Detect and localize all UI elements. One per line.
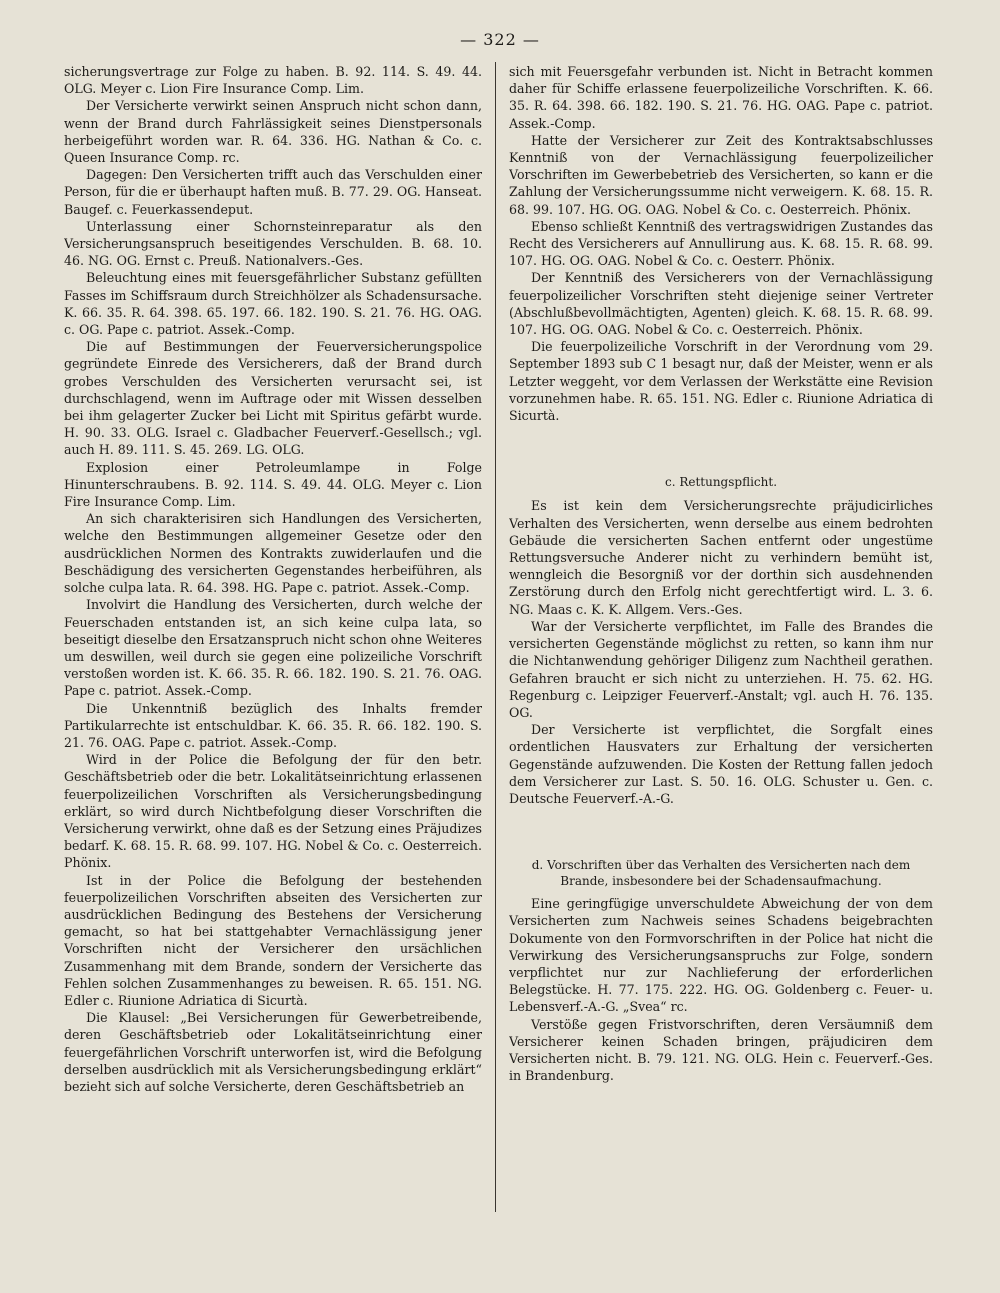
paragraph: An sich charakterisiren sich Handlungen des Versicherten, welche den Bestimmungen allgemeiner Gesetze oder den ausdrücklichen Normen des Kontrakts zuwiderlaufen und die Beschädigung des versicherten Gegenstandes herbeiführen, als solche culpa lata. R. 64. 398. HG. Pape c. patriot. Assek.-Comp.: [64, 511, 482, 596]
right-column: [509, 63, 933, 1213]
column-divider: [495, 62, 496, 1212]
paragraph: Die Klausel: „Bei Versicherungen für Gewerbetreibende, deren Geschäftsbetrieb oder Lokalitätseinrichtung einer feuergefährlichen Vorschrift unterworfen ist, wird die Befolgung derselben ausdrücklich mit als Versicherungsbedingung erklärt“ bezieht sich auf solche Versicherte, deren Geschäftsbetrieb an: [64, 1010, 482, 1094]
paragraph: Dagegen: Den Versicherten trifft auch das Verschulden einer Person, für die er überhaupt haften muß. B. 77. 29. OG. Hanseat. Baugef. c. Feuerkassendeput.: [64, 167, 482, 217]
paragraph: Hatte der Versicherer zur Zeit des Kontraktsabschlusses Kenntniß von der Vernachlässigung feuerpolizeilicher Vorschriften im Gewerbebetrieb des Versicherten, so kann er die Zahlung der Versicherungssumme nicht verweigern. K. 68. 15. R. 68. 99. 107. HG. OG. OAG. Nobel & Co. c. Oesterreich. Phönix.: [509, 132, 933, 217]
paragraph: Explosion einer Petroleumlampe in Folge Hinunterschraubens. B. 92. 114. S. 49. 44. OLG. Meyer c. Lion Fire Insurance Comp. Lim.: [64, 459, 482, 510]
paragraph: War der Versicherte verpflichtet, im Falle des Brandes die versicherten Gegenstände möglichst zu retten, so kann ihm nur die Nichtanwendung gehöriger Diligenz zum Nachtheil gerathen. Gefahren braucht er sich nicht zu unterziehen. H. 75. 62. HG. Regenburg c. Leipziger Feuerverf.-Anstalt; vgl. auch H. 76. 135. OG.: [509, 618, 933, 720]
paragraph: sicherungsvertrage zur Folge zu haben. B. 92. 114. S. 49. 44. OLG. Meyer c. Lion Fire Insurance Comp. Lim.: [64, 64, 482, 97]
section-heading-d: d. Vorschriften über das Verhalten des Versicherten nach dem Brande, insbesondere bei der Schadensaufmachung.: [531, 858, 911, 889]
paragraph: Beleuchtung eines mit feuersgefährlicher Substanz gefüllten Fasses im Schiffsraum durch Streichhölzer als Schadensursache. K. 66. 35. R. 64. 398. 65. 197. 66. 182. 190. S. 21. 76. HG. OAG. c. OG. Pape c. patriot. Assek.-Comp.: [64, 270, 482, 338]
paragraph: Die auf Bestimmungen der Feuerversicherungspolice gegründete Einrede des Versicherers, daß der Brand durch grobes Verschulden des Versicherten verursacht sei, ist durchschlagend, wenn im Auftrage oder mit Wissen desselben bei ihm gelagerter Zucker bei Licht mit Spiritus gefärbt wurde. H. 90. 33. OLG. Israel c. Gladbacher Feuerverf.-Gesellsch.; vgl. auch H. 89. 111. S. 45. 269. LG. OLG.: [64, 339, 482, 458]
paragraph: Ist in der Police die Befolgung der bestehenden feuerpolizeilichen Vorschriften abseiten des Versicherten zur ausdrücklichen Bedingung des Bestehens der Versicherung gemacht, so hat bei stattgehabter Vernachlässigung jener Vorschriften nicht der Versicherer den ursächlichen Zusammenhang mit dem Brande, sondern der Versicherte das Fehlen solchen Zusammenhanges zu beweisen. R. 65. 151. NG. Edler c. Riunione Adriatica di Sicurtà.: [64, 872, 482, 1008]
paragraph: Unterlassung einer Schornsteinreparatur als den Versicherungsanspruch beseitigendes Verschulden. B. 68. 10. 46. NG. OG. Ernst c. Preuß. Nationalvers.-Ges.: [64, 218, 482, 269]
section-heading-c: c. Rettungspflicht.: [664, 475, 778, 490]
paragraph: Der Versicherte verwirkt seinen Anspruch nicht schon dann, wenn der Brand durch Fahrlässigkeit seines Dienstpersonals herbeigeführt worden war. R. 64. 336. HG. Nathan & Co. c. Queen Insurance Comp. rc.: [64, 98, 482, 166]
paragraph: Ebenso schließt Kenntniß des vertragswidrigen Zustandes das Recht des Versicherers auf Annullirung aus. K. 68. 15. R. 68. 99. 107. HG. OG. OAG. Nobel & Co. c. Oesterr. Phönix.: [509, 218, 933, 269]
paragraph: Es ist kein dem Versicherungsrechte präjudicirliches Verhalten des Versicherten, wenn derselbe aus einem bedrohten Gebäude die versicherten Sachen entfernt oder ungestüme Rettungsversuche Anderer nicht zu verhindern bemüht ist, wenngleich die Besorgniß vor der dorthin sich ausdehnenden Zerstörung durch den Erfolg nicht gerechtfertigt wird. L. 3. 6. NG. Maas c. K. K. Allgem. Vers.-Ges.: [509, 498, 933, 617]
paragraph: Die feuerpolizeiliche Vorschrift in der Verordnung vom 29. September 1893 sub C 1 besagt nur, daß der Meister, wenn er als Letzter weggeht, vor dem Verlassen der Werkstätte eine Revision vorzunehmen habe. R. 65. 151. NG. Edler c. Riunione Adriatica di Sicurtà.: [509, 339, 933, 424]
paragraph: Eine geringfügige unverschuldete Abweichung der von dem Versicherten zum Nachweis seines Schadens beigebrachten Dokumente von den Formvorschriften in der Police hat nicht die Verwirkung des Versicherungsanspruchs zur Folge, sondern verpflichtet nur zur Nachlieferung der erforderlichen Belegstücke. H. 77. 175. 222. HG. OG. Goldenberg c. Feuer- u. Lebensverf.-A.-G. „Svea“ rc.: [509, 896, 933, 1015]
paragraph: Wird in der Police die Befolgung der für den betr. Geschäftsbetrieb oder die betr. Lokalitätseinrichtung erlassenen feuerpolizeilichen Vorschriften als Versicherungsbedingung erklärt, so wird durch Nichtbefolgung dieser Vorschriften die Versicherung verwirkt, ohne daß es der Setzung eines Präjudizes bedarf. K. 68. 15. R. 68. 99. 107. HG. Nobel & Co. c. Oesterreich. Phönix.: [64, 752, 482, 871]
left-column: [64, 63, 482, 1223]
paragraph: Verstöße gegen Fristvorschriften, deren Versäumniß dem Versicherer keinen Schaden bringen, präjudiciren dem Versicherten nicht. B. 79. 121. NG. OLG. Hein c. Feuerverf.-Ges. in Brandenburg.: [509, 1016, 933, 1084]
page-number: — 322 —: [460, 30, 540, 49]
paragraph: Involvirt die Handlung des Versicherten, durch welche der Feuerschaden entstanden ist, an sich keine culpa lata, so beseitigt dieselbe den Ersatzanspruch nicht schon ohne Weiteres um deswillen, weil durch sie gegen eine polizeiliche Vorschrift verstoßen worden ist. K. 66. 35. R. 66. 182. 190. S. 21. 76. OAG. Pape c. patriot. Assek.-Comp.: [64, 597, 482, 699]
paragraph: Der Kenntniß des Versicherers von der Vernachlässigung feuerpolizeilicher Vorschriften steht diejenige seiner Vertreter (Abschlußbevollmächtigten, Agenten) gleich. K. 68. 15. R. 68. 99. 107. HG. OG. OAG. Nobel & Co. c. Oesterreich. Phönix.: [509, 270, 933, 338]
paragraph: Die Unkenntniß bezüglich des Inhalts fremder Partikularrechte ist entschuldbar. K. 66. 35. R. 66. 182. 190. S. 21. 76. OAG. Pape c. patriot. Assek.-Comp.: [64, 700, 482, 750]
paragraph: sich mit Feuersgefahr verbunden ist. Nicht in Betracht kommen daher für Schiffe erlassene feuerpolizeiliche Vorschriften. K. 66. 35. R. 64. 398. 66. 182. 190. S. 21. 76. HG. OAG. Pape c. patriot. Assek.-Comp.: [509, 64, 933, 131]
paragraph: Der Versicherte ist verpflichtet, die Sorgfalt eines ordentlichen Hausvaters zur Erhaltung der versicherten Gegenstände aufzuwenden. Die Kosten der Rettung fallen jedoch dem Versicherer zur Last. S. 50. 16. OLG. Schuster u. Gen. c. Deutsche Feuerverf.-A.-G.: [509, 722, 933, 806]
